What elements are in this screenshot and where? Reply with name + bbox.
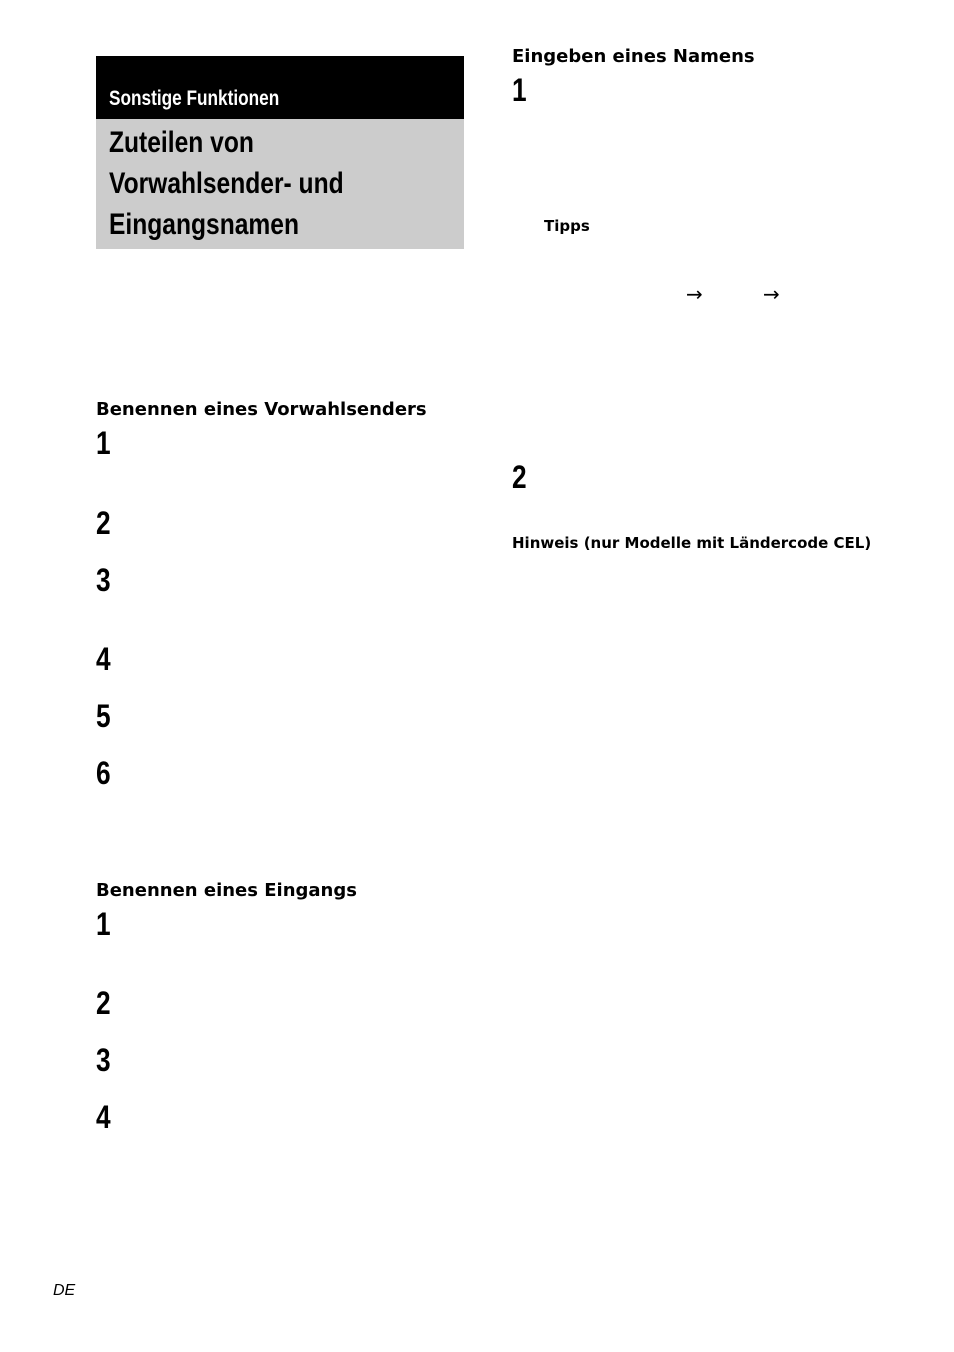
tips-label: Tipps — [544, 217, 590, 235]
name-entry-heading: Eingeben eines Namens — [512, 46, 755, 67]
input-step-number: 2 — [96, 985, 111, 1021]
preset-step-number: 6 — [96, 755, 111, 791]
section-label: Sonstige Funktionen — [109, 87, 280, 110]
page-language-label: DE — [53, 1282, 76, 1299]
name-entry-step-number: 1 — [512, 72, 527, 108]
input-step-number: 1 — [96, 906, 111, 942]
preset-step-number: 4 — [96, 641, 111, 677]
preset-step-number: 2 — [96, 505, 111, 541]
input-naming-heading: Benennen eines Eingangs — [96, 880, 357, 901]
page-title — [96, 119, 464, 249]
name-entry-step-number: 2 — [512, 459, 527, 495]
title-line: Eingangsnamen — [109, 208, 300, 241]
title-line: Vorwahlsender- und — [109, 167, 344, 200]
arrow-right-icon: → — [686, 282, 703, 306]
input-step-number: 4 — [96, 1099, 111, 1135]
preset-step-number: 3 — [96, 562, 111, 598]
arrow-right-icon: → — [763, 282, 780, 306]
note-label: Hinweis (nur Modelle mit Ländercode CEL) — [512, 534, 872, 552]
preset-step-number: 1 — [96, 425, 111, 461]
title-line: Zuteilen von — [109, 126, 254, 159]
preset-step-number: 5 — [96, 698, 111, 734]
input-step-number: 3 — [96, 1042, 111, 1078]
section-header-bar — [96, 56, 464, 119]
preset-naming-heading: Benennen eines Vorwahlsenders — [96, 399, 427, 420]
